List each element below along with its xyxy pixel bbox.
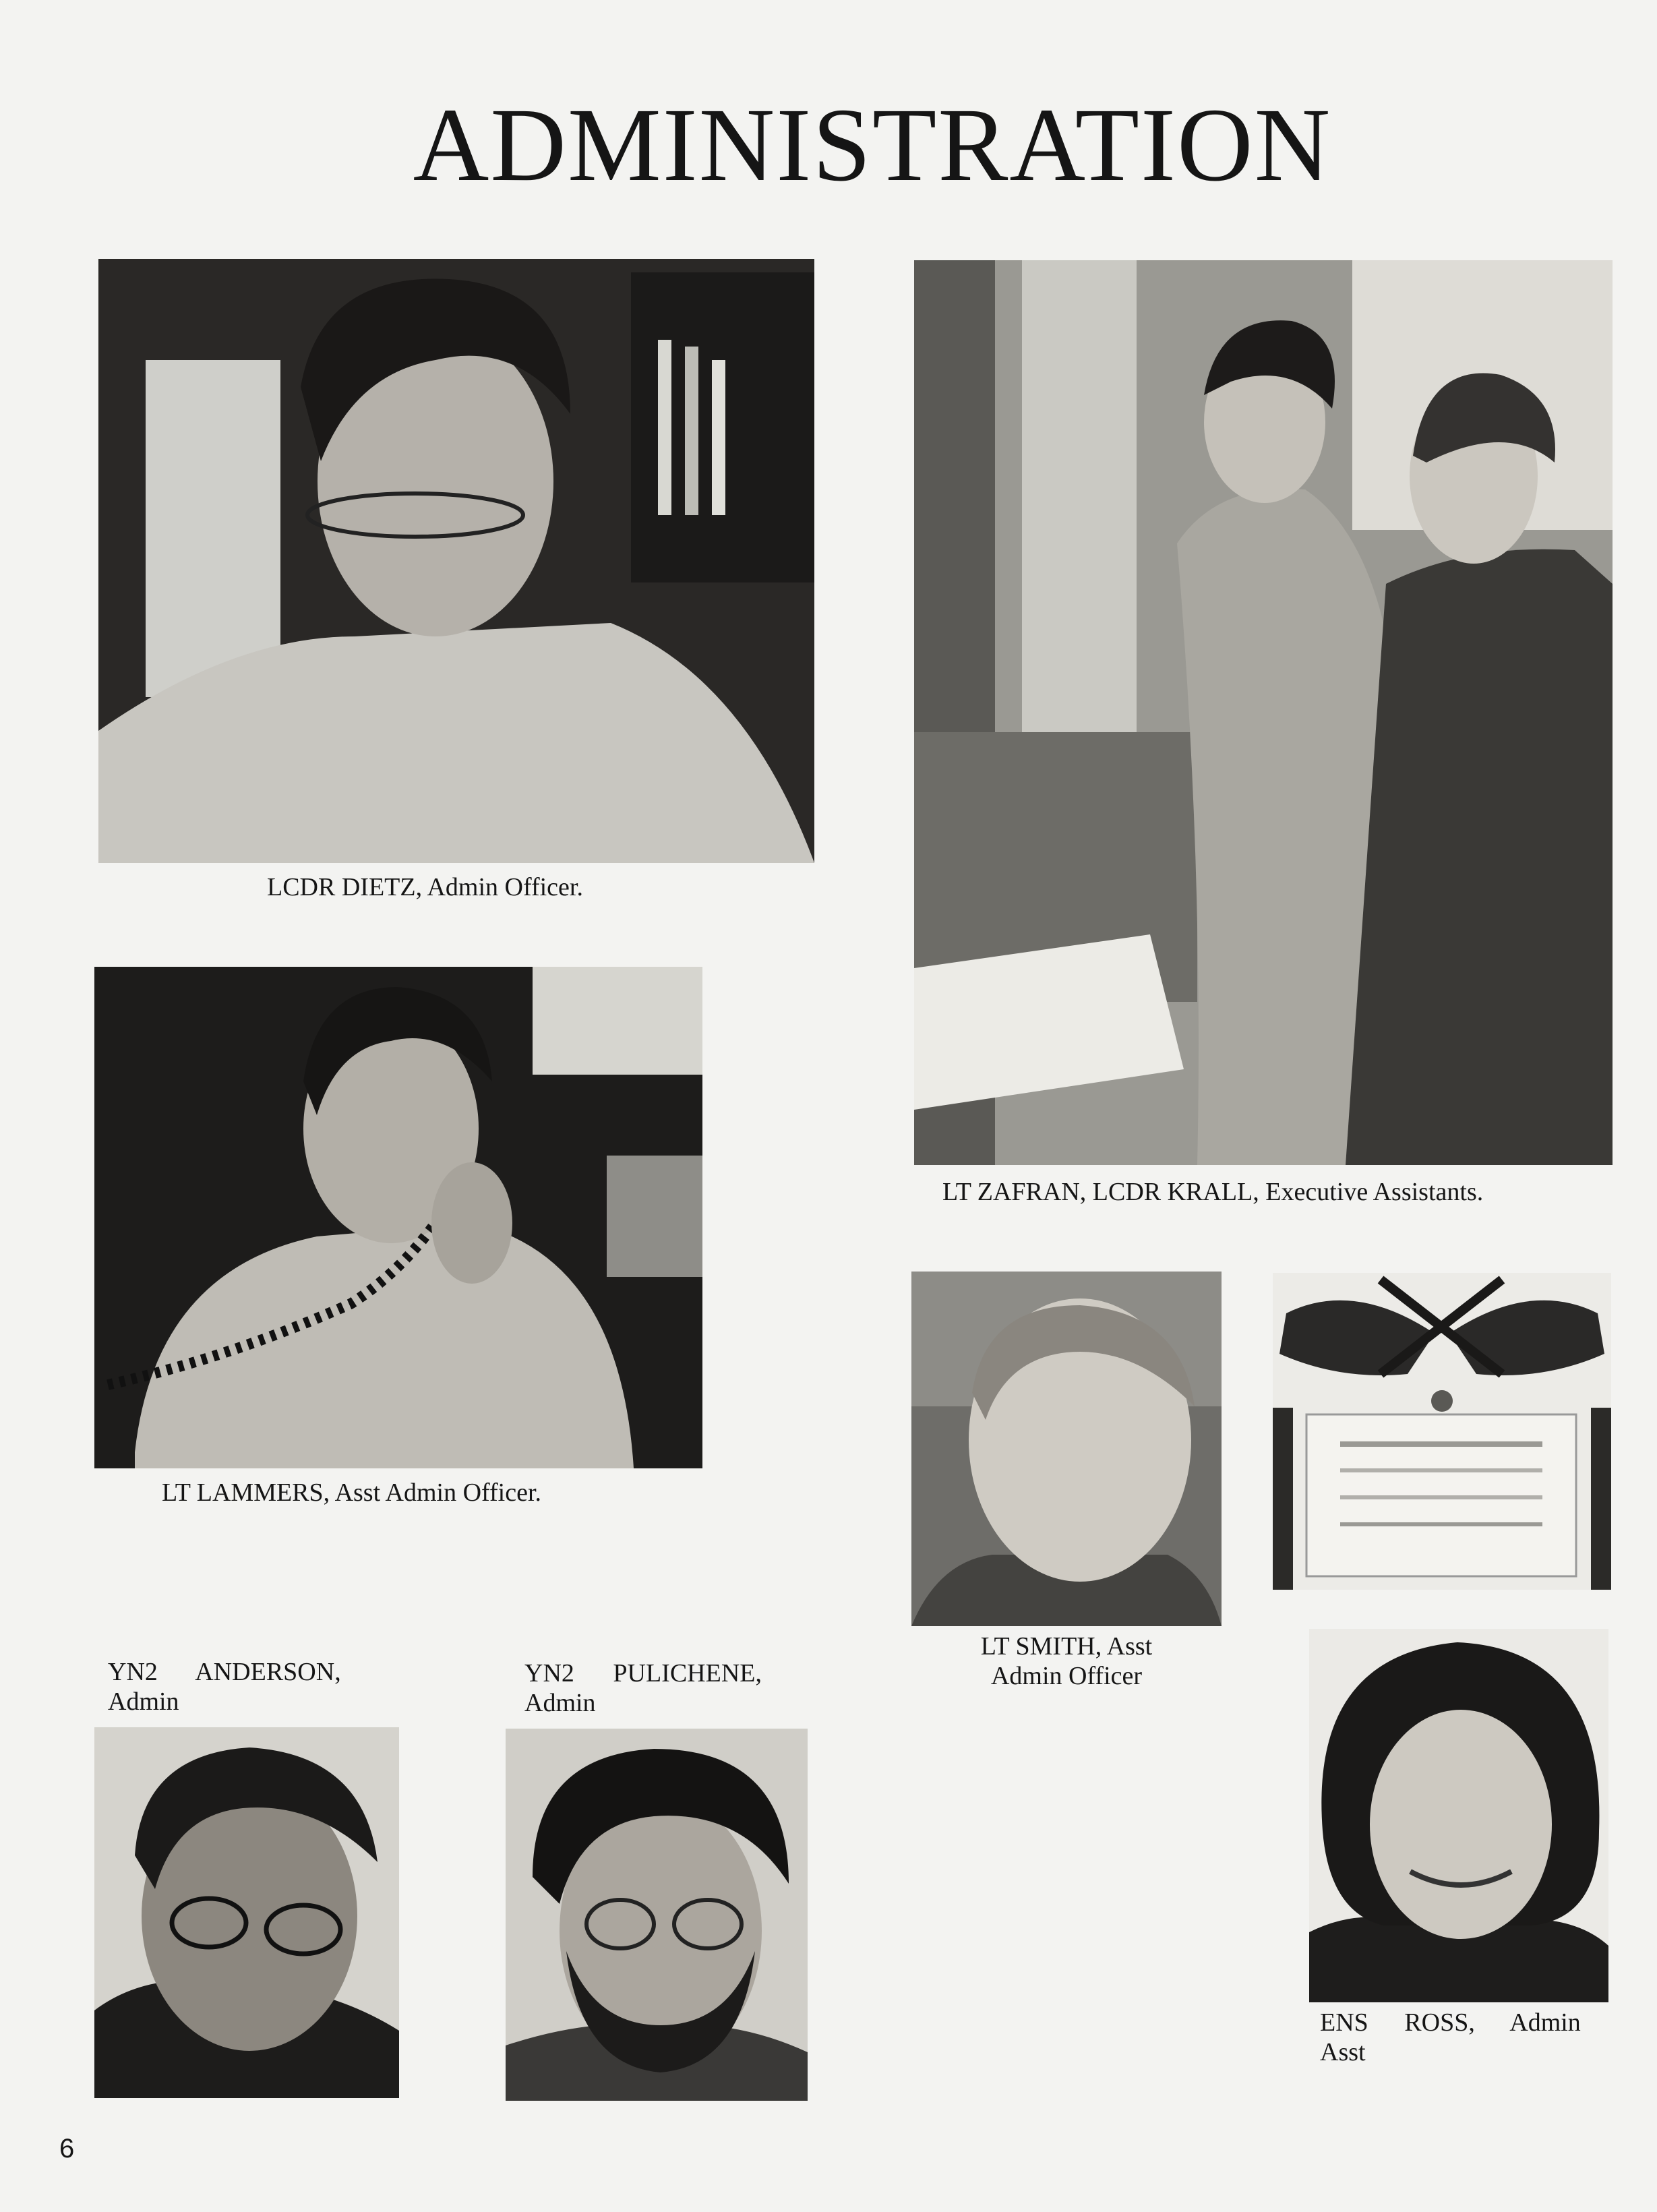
photo-wings-emblem: [1273, 1273, 1611, 1590]
caption-yn2-anderson-line2: Admin: [108, 1687, 179, 1716]
caption-ens-ross: [1320, 2008, 1588, 2067]
photo-yn2-pulichene: [506, 1729, 808, 2101]
caption-ens-ross-line2: Asst: [1320, 2038, 1366, 2066]
caption-yn2-pulichene: [524, 1658, 794, 1718]
caption-lcdr-dietz: LCDR DIETZ, Admin Officer.: [267, 873, 583, 901]
caption-lt-smith-line1: LT SMITH, Asst: [980, 1632, 1153, 1661]
page-title: ADMINISTRATION: [413, 86, 1332, 203]
page-number: 6: [59, 2134, 75, 2163]
photo-lcdr-dietz: [98, 259, 814, 863]
caption-yn2-pulichene-line2: Admin: [524, 1689, 596, 1717]
caption-yn2-anderson-line1: YN2 ANDERSON,: [108, 1658, 341, 1686]
caption-lt-zafran-lcdr-krall: LT ZAFRAN, LCDR KRALL, Executive Assistants.: [942, 1178, 1484, 1206]
caption-lt-smith-line2: Admin Officer: [990, 1662, 1143, 1690]
photo-lt-smith: [911, 1272, 1222, 1626]
photo-ens-ross: [1309, 1629, 1608, 2002]
caption-lt-lammers: LT LAMMERS, Asst Admin Officer.: [162, 1478, 542, 1507]
caption-lt-smith: [911, 1632, 1222, 1691]
caption-ens-ross-line1: ENS ROSS, Admin: [1320, 2008, 1581, 2037]
photo-lt-lammers: [94, 967, 702, 1468]
caption-yn2-pulichene-line1: YN2 PULICHENE,: [524, 1659, 762, 1687]
photo-yn2-anderson: [94, 1727, 399, 2098]
caption-yn2-anderson: [108, 1657, 376, 1716]
photo-lt-zafran-lcdr-krall: [914, 260, 1613, 1165]
